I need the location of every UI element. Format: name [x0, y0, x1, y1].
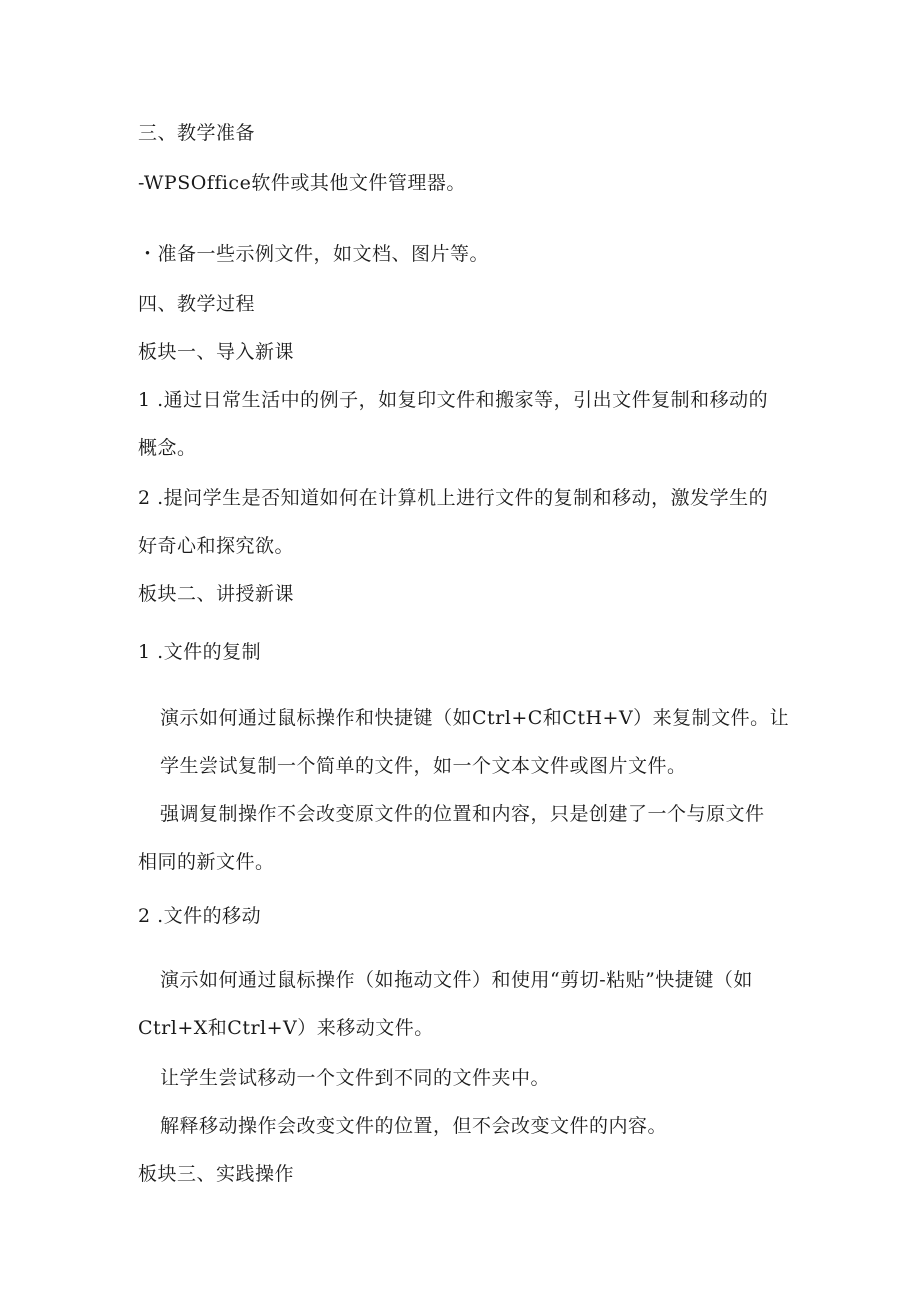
list-item: -WPSOffice软件或其他文件管理器。 [138, 172, 466, 194]
section-heading-teaching-preparation: 三、教学准备 [138, 122, 256, 144]
paragraph-line: 概念。 [138, 437, 197, 459]
subsection-item-heading: 2 .文件的移动 [138, 905, 262, 927]
subsection-item-heading: 1 .文件的复制 [138, 641, 262, 663]
paragraph-line: 相同的新文件。 [138, 851, 275, 873]
subsection-heading: 板块二、讲授新课 [138, 583, 295, 605]
paragraph-line: 让学生尝试移动一个文件到不同的文件夹中。 [160, 1067, 551, 1089]
paragraph-line: 2 .提问学生是否知道如何在计算机上进行文件的复制和移动，激发学生的 [138, 487, 769, 509]
list-item: ・准备一些示例文件，如文档、图片等。 [138, 243, 490, 265]
paragraph-line: Ctrl+X和Ctrl+V）来移动文件。 [138, 1017, 434, 1039]
subsection-heading: 板块一、导入新课 [138, 341, 295, 363]
paragraph-line: 强调复制操作不会改变原文件的位置和内容，只是创建了一个与原文件 [160, 803, 765, 825]
paragraph-line: 1 .通过日常生活中的例子，如复印文件和搬家等，引出文件复制和移动的 [138, 389, 769, 411]
paragraph-line: 演示如何通过鼠标操作（如拖动文件）和使用“剪切-粘贴”快捷键（如 [160, 969, 753, 991]
paragraph-line: 解释移动操作会改变文件的位置，但不会改变文件的内容。 [160, 1115, 668, 1137]
subsection-heading: 板块三、实践操作 [138, 1163, 295, 1185]
paragraph-line: 演示如何通过鼠标操作和快捷键（如Ctrl+C和CtH+V）来复制文件。让 [160, 707, 790, 729]
paragraph-line: 好奇心和探究欲。 [138, 535, 295, 557]
paragraph-line: 学生尝试复制一个简单的文件，如一个文本文件或图片文件。 [160, 755, 687, 777]
section-heading-teaching-process: 四、教学过程 [138, 293, 256, 315]
